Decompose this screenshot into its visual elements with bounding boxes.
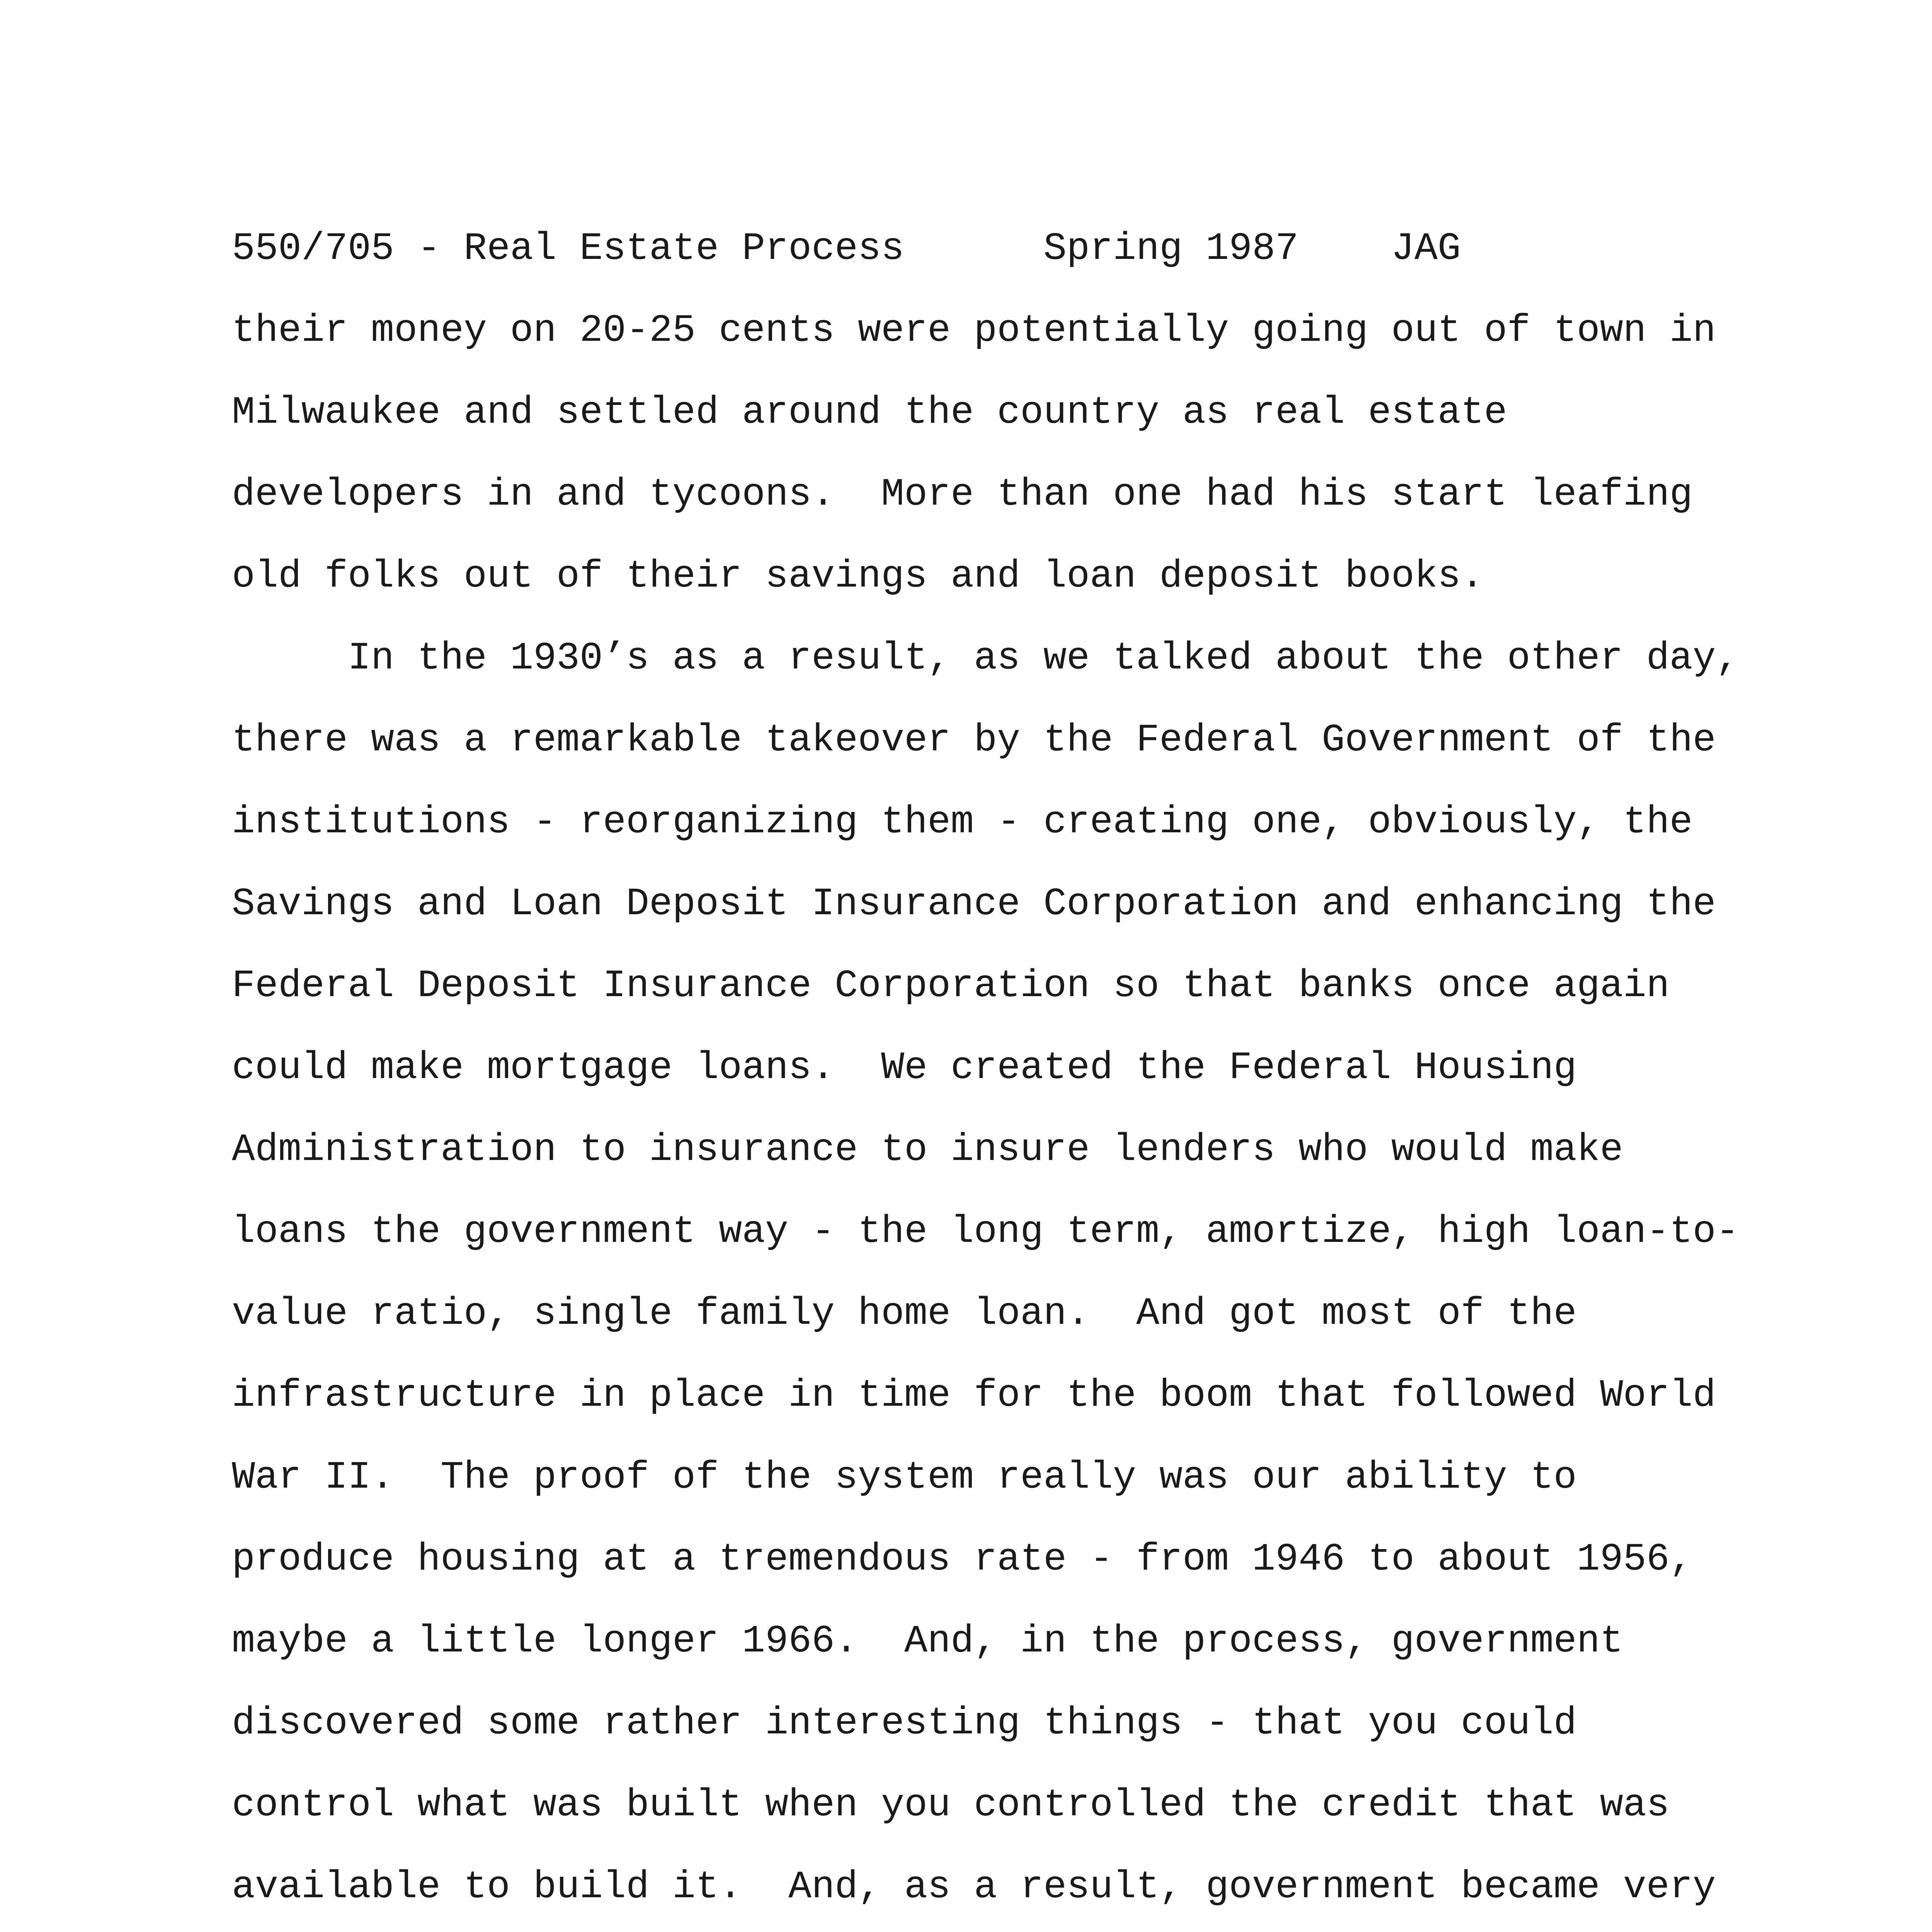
text-line: Milwaukee and settled around the country as real estate xyxy=(232,391,1507,435)
text-line: value ratio, single family home loan. And got most of the xyxy=(232,1292,1577,1336)
text-line: maybe a little longer 1966. And, in the process, government xyxy=(232,1620,1623,1663)
text-line: their money on 20-25 cents were potentially going out of town in xyxy=(232,309,1716,353)
header-course: 550/705 - Real Estate Process xyxy=(232,227,905,271)
text-line: In the 1930’s as a result, as we talked about the other day, xyxy=(348,637,1739,680)
text-line: Administration to insurance to insure lenders who would make xyxy=(232,1128,1623,1172)
page-header xyxy=(232,224,1461,274)
text-line: old folks out of their savings and loan deposit books. xyxy=(232,555,1484,599)
text-line: discovered some rather interesting things - that you could xyxy=(232,1702,1577,1745)
header-term: Spring 1987 xyxy=(1043,227,1299,271)
transcript-body xyxy=(232,306,1777,1932)
text-line: there was a remarkable takeover by the Federal Government of the xyxy=(232,719,1716,762)
text-line: produce housing at a tremendous rate - from 1946 to about 1956, xyxy=(232,1538,1693,1582)
text-line: infrastructure in place in time for the boom that followed World xyxy=(232,1374,1716,1418)
text-line: loans the government way - the long term, amortize, high loan-to- xyxy=(232,1210,1739,1254)
text-line: institutions - reorganizing them - creating one, obviously, the xyxy=(232,801,1693,844)
text-line: available to build it. And, as a result, government became very xyxy=(232,1866,1716,1909)
header-initials: JAG xyxy=(1391,227,1461,271)
text-line: control what was built when you controlled the credit that was xyxy=(232,1784,1670,1827)
text-line: Federal Deposit Insurance Corporation so that banks once again xyxy=(232,964,1670,1008)
text-line: could make mortgage loans. We created the Federal Housing xyxy=(232,1046,1577,1090)
text-line: developers in and tycoons. More than one had his start leafing xyxy=(232,473,1693,517)
text-line: Savings and Loan Deposit Insurance Corporation and enhancing the xyxy=(232,883,1716,926)
text-line: War II. The proof of the system really was our ability to xyxy=(232,1456,1577,1500)
